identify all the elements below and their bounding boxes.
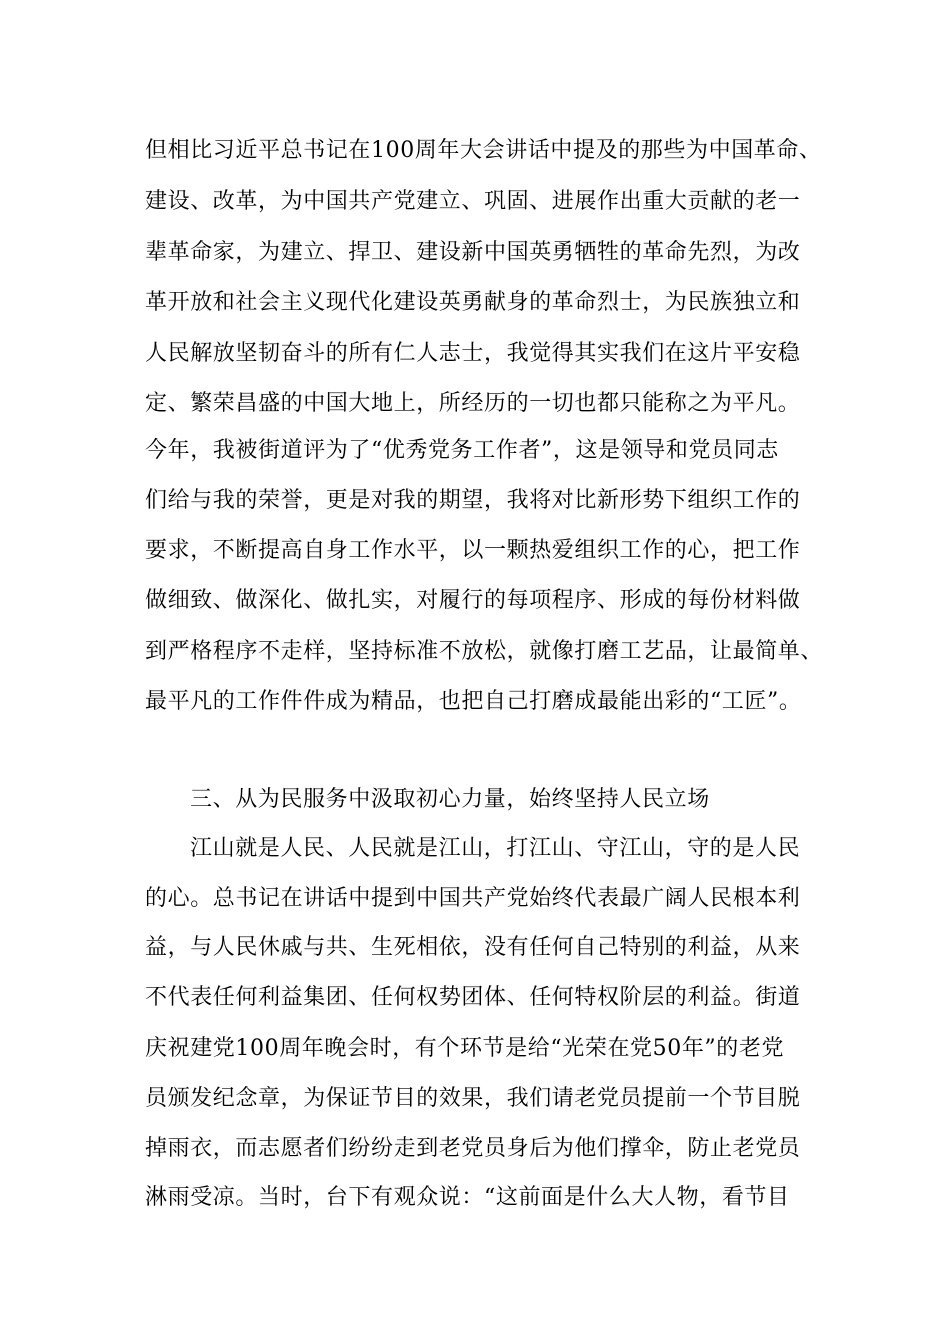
text-line: 革开放和社会主义现代化建设英勇献身的革命烈士，为民族独立和 bbox=[145, 290, 801, 315]
text-line: 人民解放坚韧奋斗的所有仁人志士，我觉得其实我们在这片平安稳 bbox=[145, 341, 801, 366]
text-line: 但相比习近平总书记在100周年大会讲话中提及的那些为中国革命、 bbox=[145, 138, 822, 163]
text-line: 做细致、做深化、做扎实，对履行的每项程序、形成的每份材料做 bbox=[145, 588, 801, 613]
text-line: 淋雨受凉。当时，台下有观众说：“这前面是什么大人物，看节目 bbox=[145, 1185, 790, 1210]
text-line: 们给与我的荣誉，更是对我的期望，我将对比新形势下组织工作的 bbox=[145, 488, 801, 513]
section-heading: 三、从为民服务中汲取初心力量，始终坚持人民立场 bbox=[190, 787, 710, 812]
paragraph-first-line: 江山就是人民、人民就是江山，打江山、守江山，守的是人民 bbox=[190, 836, 801, 861]
text-line: 到严格程序不走样，坚持标准不放松，就像打磨工艺品，让最简单、 bbox=[145, 639, 824, 664]
text-line: 最平凡的工作件件成为精品，也把自己打磨成最能出彩的“工匠”。 bbox=[145, 689, 802, 714]
text-line: 今年，我被街道评为了“优秀党务工作者”，这是领导和党员同志 bbox=[145, 438, 779, 463]
text-line: 辈革命家，为建立、捍卫、建设新中国英勇牺牲的革命先烈，为改 bbox=[145, 240, 801, 265]
text-line: 员颁发纪念章，为保证节目的效果，我们请老党员提前一个节目脱 bbox=[145, 1086, 801, 1111]
text-line: 的心。总书记在讲话中提到中国共产党始终代表最广阔人民根本利 bbox=[145, 886, 801, 911]
text-line: 定、繁荣昌盛的中国大地上，所经历的一切也都只能称之为平凡。 bbox=[145, 391, 801, 416]
text-line: 不代表任何利益集团、任何权势团体、任何特权阶层的利益。街道 bbox=[145, 985, 801, 1010]
text-line: 益，与人民休戚与共、生死相依，没有任何自己特别的利益，从来 bbox=[145, 935, 801, 960]
text-line: 要求，不断提高自身工作水平，以一颗热爱组织工作的心，把工作 bbox=[145, 538, 801, 563]
text-line: 建设、改革，为中国共产党建立、巩固、进展作出重大贡献的老一 bbox=[145, 189, 801, 214]
text-line: 掉雨衣，而志愿者们纷纷走到老党员身后为他们撑伞，防止老党员 bbox=[145, 1136, 801, 1161]
text-line: 庆祝建党100周年晚会时，有个环节是给“光荣在党50年”的老党 bbox=[145, 1036, 785, 1061]
